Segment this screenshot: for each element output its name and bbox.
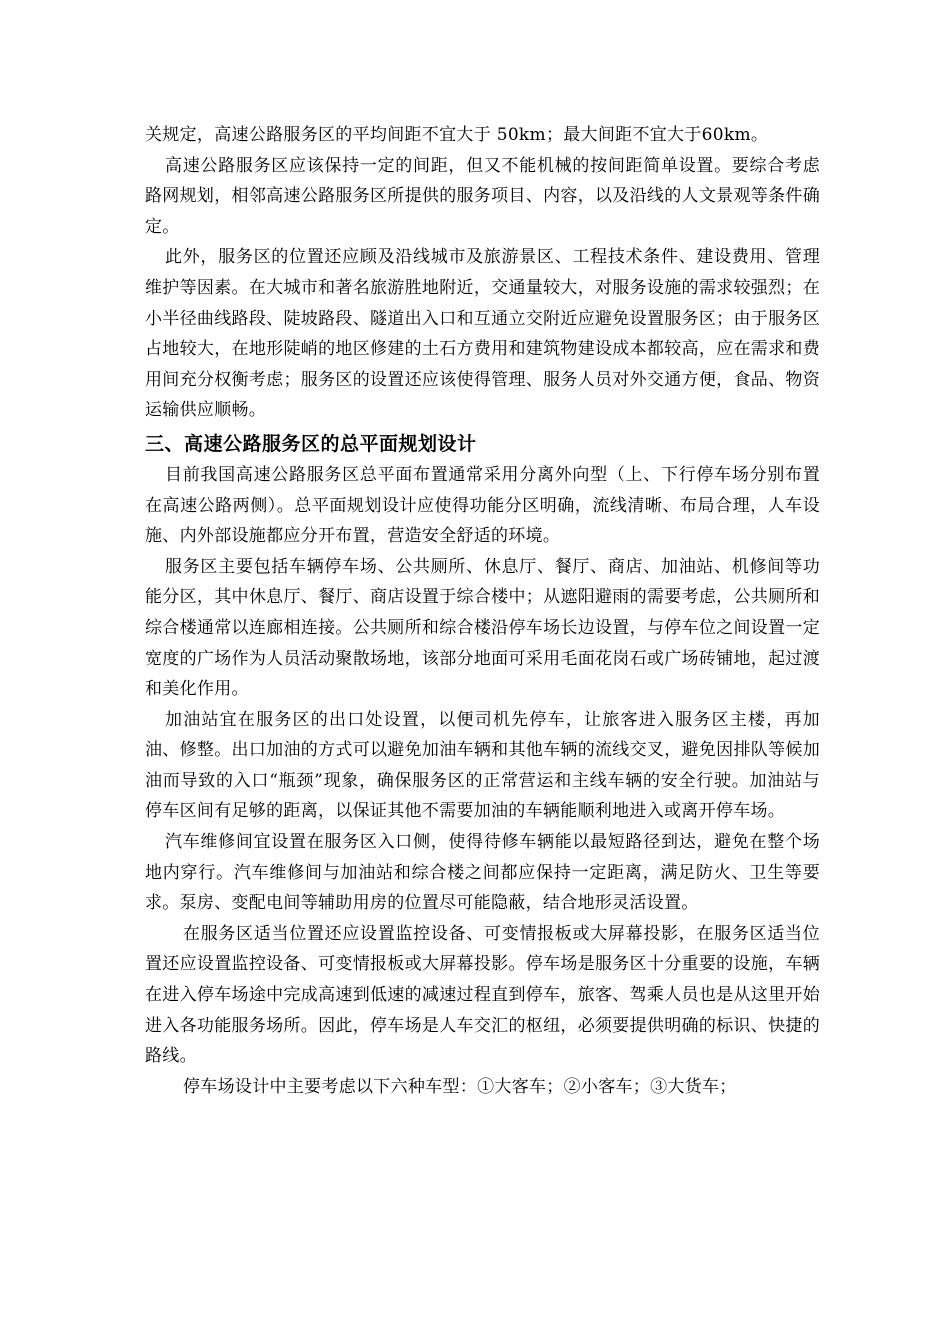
paragraph-layout-overview: 目前我国高速公路服务区总平面布置通常采用分离外向型（上、下行停车场分别布置在高速公路两侧）。总平面规划设计应使得功能分区明确，流线清晰、布局合理，人车设施、内外部设施都应分开布置，营造安全舒适的环境。 [145, 464, 820, 547]
paragraph-functional-zones: 服务区主要包括车辆停车场、公共厕所、休息厅、餐厅、商店、加油站、机修间等功能分区，其中休息厅、餐厅、商店设置于综合楼中；从遮阳避雨的需要考虑，公共厕所和综合楼通常以连廊相连接。公共厕所和综合楼沿停车场长边设置，与停车位之间设置一定宽度的广场作为人员活动聚散场地，该部分地面可采用毛面花岗石或广场砖铺地，起过渡和美化作用。 [145, 556, 820, 700]
paragraph-parking-importance: 在服务区适当位置还应设置监控设备、可变情报板或大屏幕投影，在服务区适当位置还应设置监控设备、可变情报板或大屏幕投影。停车场是服务区十分重要的设施，车辆在进入停车场途中完成高速到低速的减速过程直到停车，旅客、驾乘人员也是从这里开始进入各功能服务场所。因此，停车场是人车交汇的枢纽，必须要提供明确的标识、快捷的路线。 [145, 923, 820, 1067]
paragraph-gas-station: 加油站宜在服务区的出口处设置，以便司机先停车，让旅客进入服务区主楼，再加油、修整。出口加油的方式可以避免加油车辆和其他车辆的流线交叉，避免因排队等候加油而导致的入口“瓶颈”现象，确保服务区的正常营运和主线车辆的安全行驶。加油站与停车区间有足够的距离，以保证其他不需要加油的车辆能顺利地进入或离开停车场。 [145, 709, 820, 822]
paragraph-spacing-rules: 关规定，高速公路服务区的平均间距不宜大于 50km；最大间距不宜大于60km。 [145, 125, 769, 145]
paragraph-vehicle-types: 停车场设计中主要考虑以下六种车型：①大客车；②小客车；③大货车； [183, 1076, 737, 1097]
section-heading: 三、高速公路服务区的总平面规划设计 [145, 432, 477, 455]
paragraph-spacing-considerations: 高速公路服务区应该保持一定的间距，但又不能机械的按间距简单设置。要综合考虑路网规划，相邻高速公路服务区所提供的服务项目、内容，以及沿线的人文景观等条件确定。 [145, 155, 820, 237]
paragraph-location-factors: 此外，服务区的位置还应顾及沿线城市及旅游景区、工程技术条件、建设费用、管理维护等因素。在大城市和著名旅游胜地附近，交通量较大，对服务设施的需求较强烈；在小半径曲线路段、陡坡路段、隧道出入口和互通立交附近应避免设置服务区；由于服务区占地较大，在地形陡峭的地区修建的土石方费用和建筑物建设成本都较高，应在需求和费用间充分权衡考虑；服务区的设置还应该使得管理、服务人员对外交通方便，食品、物资运输供应顺畅。 [145, 247, 820, 421]
document-page [145, 120, 820, 1102]
paragraph-repair-shop: 汽车维修间宜设置在服务区入口侧，使得待修车辆能以最短路径到达，避免在整个场地内穿行。汽车维修间与加油站和综合楼之间都应保持一定距离，满足防火、卫生等要求。泵房、变配电间等辅助用房的位置尽可能隐蔽，结合地形灵活设置。 [145, 832, 820, 914]
